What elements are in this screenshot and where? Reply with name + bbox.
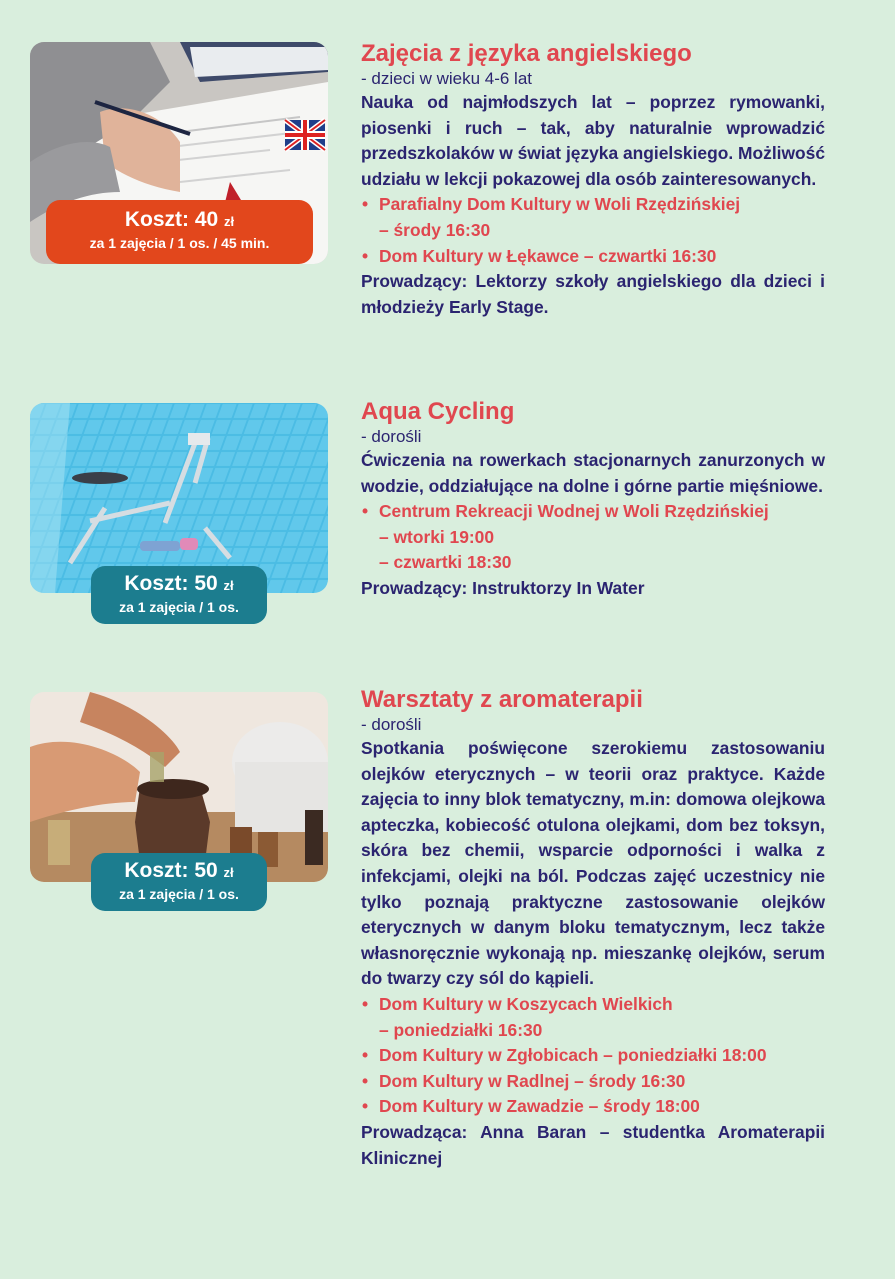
location-list bbox=[361, 499, 825, 576]
price-amount: Koszt: 50 bbox=[124, 572, 218, 595]
location-item: • Parafialny Dom Kultury w Woli Rzędzińskiej – środy 16:30 bbox=[361, 192, 825, 243]
course-title: Warsztaty z aromaterapii bbox=[361, 686, 643, 713]
course-audience: - dzieci w wieku 4-6 lat bbox=[361, 69, 533, 88]
price-amount: Koszt: 50 bbox=[124, 859, 218, 882]
price-currency: zł bbox=[224, 214, 235, 229]
location-item: • Dom Kultury w Koszycach Wielkich – poniedziałki 16:30 bbox=[361, 992, 825, 1043]
course-text bbox=[361, 40, 825, 320]
course-teacher: Prowadząca: Anna Baran – studentka Aromaterapii Klinicznej bbox=[361, 1121, 825, 1168]
price-currency: zł bbox=[223, 578, 234, 593]
location-item: • Dom Kultury w Zgłobicach – poniedziałki 18:00 bbox=[361, 1043, 825, 1069]
location-item: • Dom Kultury w Zawadzie – środy 18:00 bbox=[361, 1094, 825, 1120]
course-audience: - dorośli bbox=[361, 427, 422, 446]
price-currency: zł bbox=[223, 865, 234, 880]
price-note: za 1 zajęcia / 1 os. bbox=[119, 599, 239, 615]
location-item: • Centrum Rekreacji Wodnej w Woli Rzędzińskiej – wtorki 19:00 – czwartki 18:30 bbox=[361, 499, 825, 576]
aqua-cycling-photo bbox=[30, 403, 328, 593]
course-description: Nauka od najmłodszych lat – poprzez rymowanki, piosenki i ruch – tak, aby naturalnie wprowadzić przedszkolaków w świat języka angielskiego. Możliwość udziału w lekcji pokazowej dla osób zainteresowanych. bbox=[361, 92, 825, 189]
course-title: Zajęcia z języka angielskiego bbox=[361, 40, 692, 67]
price-badge bbox=[91, 853, 267, 911]
location-list bbox=[361, 992, 825, 1120]
course-description: Ćwiczenia na rowerkach stacjonarnych zanurzonych w wodzie, oddziałujące na dolne i górne partie mięśniowe. bbox=[361, 450, 825, 496]
price-badge bbox=[91, 566, 267, 624]
course-teacher: Prowadzący: Lektorzy szkoły angielskiego dla dzieci i młodzieży Early Stage. bbox=[361, 271, 825, 317]
course-teacher: Prowadzący: Instruktorzy In Water bbox=[361, 577, 645, 598]
course-text bbox=[361, 398, 825, 602]
location-item: • Dom Kultury w Łękawce – czwartki 16:30 bbox=[361, 244, 825, 270]
price-amount: Koszt: 40 bbox=[124, 208, 219, 231]
price-note: za 1 zajęcia / 1 os. / 45 min. bbox=[89, 235, 270, 251]
location-item: • Dom Kultury w Radlnej – środy 16:30 bbox=[361, 1069, 825, 1095]
course-text bbox=[361, 686, 825, 1171]
price-note: za 1 zajęcia / 1 os. bbox=[119, 886, 239, 902]
price-badge bbox=[46, 200, 313, 264]
course-description: Spotkania poświęcone szerokiemu zastosowaniu olejków eterycznych – w teorii oraz praktyce. Każde zajęcia to inny blok tematyczny, m.in: domowa olejkowa apteczka, kobiecość otulona olejkami, dom bez toksyn, skóra bez chemii, wsparcie odporności i walka z infekcjami, olejki na ból. Podczas zajęć uczestnicy nie tylko poznają praktyczne zastosowanie olejków eterycznych w danym bloku tematycznym, lecz także własnoręcznie wykonają np. mieszankę olejków, serum do twarzy czy sól do kąpieli. bbox=[361, 738, 825, 989]
course-audience: - dorośli bbox=[361, 715, 422, 734]
course-title: Aqua Cycling bbox=[361, 398, 515, 425]
location-list bbox=[361, 192, 825, 269]
